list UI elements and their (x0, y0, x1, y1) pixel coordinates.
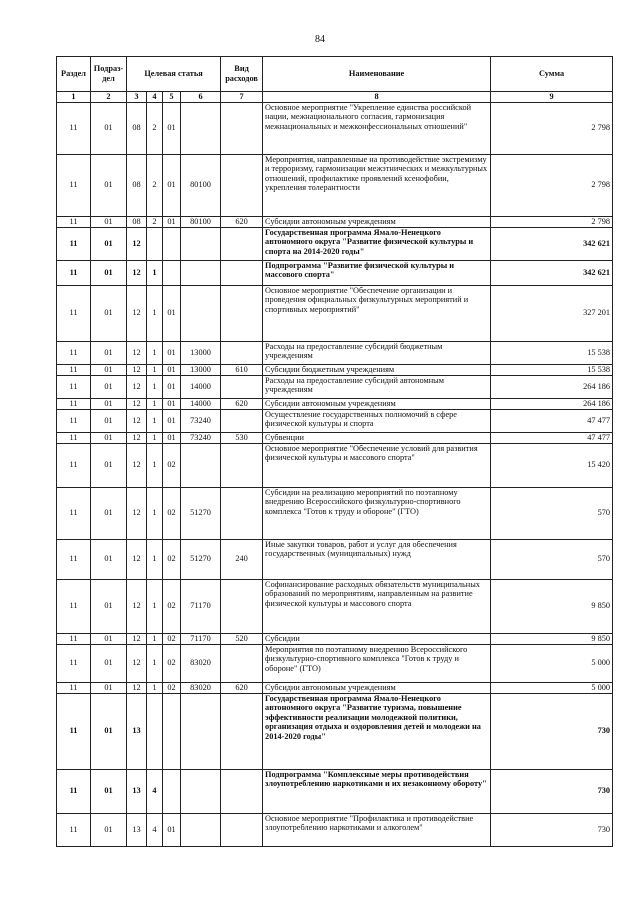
table-row (57, 682, 613, 693)
cell-vid-rashodov (221, 769, 263, 813)
cell-cs-program: 12 (127, 539, 147, 579)
cell-razdel: 11 (57, 813, 91, 846)
table-row (57, 216, 613, 227)
cell-cs-direction: 51270 (181, 487, 221, 539)
table-row (57, 769, 613, 813)
cell-razdel: 11 (57, 487, 91, 539)
cell-razdel: 11 (57, 579, 91, 633)
cell-summa: 5 000 (491, 682, 613, 693)
table-row (57, 409, 613, 432)
cell-podrazdel: 01 (91, 398, 127, 409)
cell-naimenovanie: Расходы на предоставление субсидий бюджетным учреждениям (263, 341, 491, 364)
cell-naimenovanie: Основное мероприятие "Профилактика и противодействие злоупотреблению наркотиками и алкоголем" (263, 813, 491, 846)
table-row (57, 398, 613, 409)
cell-podrazdel: 01 (91, 364, 127, 375)
cell-cs-direction: 14000 (181, 375, 221, 398)
cell-cs-event: 01 (163, 364, 181, 375)
table-row (57, 693, 613, 769)
cell-summa: 730 (491, 769, 613, 813)
col-num: 1 (57, 92, 91, 103)
cell-summa: 15 538 (491, 364, 613, 375)
cell-cs-program: 12 (127, 644, 147, 682)
cell-vid-rashodov: 620 (221, 216, 263, 227)
cell-cs-event: 02 (163, 579, 181, 633)
cell-cs-subprogram: 1 (147, 260, 163, 285)
cell-cs-event: 01 (163, 216, 181, 227)
cell-cs-event: 02 (163, 443, 181, 487)
cell-podrazdel: 01 (91, 813, 127, 846)
cell-cs-subprogram: 2 (147, 102, 163, 154)
cell-razdel: 11 (57, 285, 91, 341)
cell-razdel: 11 (57, 539, 91, 579)
cell-summa: 2 798 (491, 154, 613, 216)
cell-summa: 730 (491, 693, 613, 769)
table-row (57, 364, 613, 375)
table-row (57, 375, 613, 398)
cell-cs-event (163, 769, 181, 813)
cell-cs-subprogram: 1 (147, 633, 163, 644)
cell-podrazdel: 01 (91, 644, 127, 682)
table-row (57, 432, 613, 443)
cell-cs-direction (181, 285, 221, 341)
cell-cs-program: 12 (127, 579, 147, 633)
cell-podrazdel: 01 (91, 769, 127, 813)
cell-razdel: 11 (57, 341, 91, 364)
cell-vid-rashodov (221, 227, 263, 260)
cell-cs-event: 01 (163, 341, 181, 364)
cell-cs-direction: 71170 (181, 633, 221, 644)
cell-vid-rashodov (221, 341, 263, 364)
cell-cs-direction: 73240 (181, 409, 221, 432)
cell-cs-event: 01 (163, 375, 181, 398)
cell-vid-rashodov (221, 443, 263, 487)
cell-cs-program: 08 (127, 154, 147, 216)
cell-cs-subprogram: 1 (147, 364, 163, 375)
cell-cs-program: 12 (127, 227, 147, 260)
cell-cs-direction: 83020 (181, 644, 221, 682)
cell-cs-direction: 13000 (181, 341, 221, 364)
cell-summa: 9 850 (491, 579, 613, 633)
cell-cs-direction (181, 693, 221, 769)
cell-cs-subprogram: 1 (147, 644, 163, 682)
cell-cs-program: 08 (127, 216, 147, 227)
cell-podrazdel: 01 (91, 579, 127, 633)
cell-vid-rashodov (221, 375, 263, 398)
col-num: 6 (181, 92, 221, 103)
cell-cs-event: 01 (163, 432, 181, 443)
cell-summa: 570 (491, 539, 613, 579)
cell-cs-program: 12 (127, 487, 147, 539)
cell-naimenovanie: Субсидии бюджетным учреждениям (263, 364, 491, 375)
cell-naimenovanie: Софинансирование расходных обязательств муниципальных образований по мероприятиям, направленным на развитие физической культуры и массового спорта (263, 579, 491, 633)
cell-summa: 730 (491, 813, 613, 846)
cell-podrazdel: 01 (91, 682, 127, 693)
header-naimenovanie: Наименование (263, 57, 491, 92)
cell-summa: 264 186 (491, 398, 613, 409)
cell-razdel: 11 (57, 216, 91, 227)
col-num: 7 (221, 92, 263, 103)
cell-cs-program: 12 (127, 409, 147, 432)
cell-vid-rashodov (221, 102, 263, 154)
cell-cs-subprogram: 1 (147, 432, 163, 443)
cell-cs-subprogram: 4 (147, 769, 163, 813)
cell-podrazdel: 01 (91, 260, 127, 285)
cell-razdel: 11 (57, 769, 91, 813)
cell-cs-program: 13 (127, 769, 147, 813)
cell-cs-direction: 80100 (181, 154, 221, 216)
header-row (57, 57, 613, 92)
table-row (57, 341, 613, 364)
col-num: 5 (163, 92, 181, 103)
cell-cs-program: 12 (127, 375, 147, 398)
cell-naimenovanie: Осуществление государственных полномочий в сфере физической культуры и спорта (263, 409, 491, 432)
cell-razdel: 11 (57, 260, 91, 285)
cell-vid-rashodov (221, 285, 263, 341)
cell-naimenovanie: Основное мероприятие "Обеспечение условий для развития физической культуры и массового спорта" (263, 443, 491, 487)
cell-naimenovanie: Государственная программа Ямало-Ненецкого автономного округа "Развитие туризма, повышение эффективности реализации молодежной политики, организация отдыха и оздоровления детей и молодежи на 2014-2020 годы" (263, 693, 491, 769)
cell-naimenovanie: Субсидии на реализацию мероприятий по поэтапному внедрению Всероссийского физкультурно-спортивного комплекса "Готов к труду и обороне" (ГТО) (263, 487, 491, 539)
cell-vid-rashodov (221, 813, 263, 846)
cell-cs-event: 01 (163, 409, 181, 432)
cell-naimenovanie: Основное мероприятие "Обеспечение организации и проведения официальных физкультурных мероприятий и спортивных мероприятий" (263, 285, 491, 341)
budget-table (56, 56, 613, 847)
cell-cs-subprogram: 1 (147, 539, 163, 579)
table-row (57, 539, 613, 579)
cell-cs-event (163, 227, 181, 260)
cell-cs-subprogram: 1 (147, 579, 163, 633)
header-vid-rashodov: Вид расходов (221, 57, 263, 92)
cell-summa: 9 850 (491, 633, 613, 644)
cell-naimenovanie: Иные закупки товаров, работ и услуг для обеспечения государственных (муниципальных) нужд (263, 539, 491, 579)
page-number: 84 (315, 34, 325, 45)
cell-vid-rashodov (221, 409, 263, 432)
cell-podrazdel: 01 (91, 216, 127, 227)
cell-cs-subprogram: 2 (147, 216, 163, 227)
table-row (57, 285, 613, 341)
cell-vid-rashodov (221, 154, 263, 216)
cell-podrazdel: 01 (91, 693, 127, 769)
col-num: 4 (147, 92, 163, 103)
cell-naimenovanie: Подпрограмма "Комплексные меры противодействия злоупотреблению наркотиками и их незаконному обороту" (263, 769, 491, 813)
table-row (57, 443, 613, 487)
col-num: 3 (127, 92, 147, 103)
cell-naimenovanie: Подпрограмма "Развитие физической культуры и массового спорта" (263, 260, 491, 285)
cell-naimenovanie: Субсидии автономным учреждениям (263, 216, 491, 227)
cell-razdel: 11 (57, 443, 91, 487)
cell-razdel: 11 (57, 432, 91, 443)
cell-naimenovanie: Субсидии автономным учреждениям (263, 682, 491, 693)
cell-cs-program: 12 (127, 285, 147, 341)
cell-cs-subprogram: 1 (147, 375, 163, 398)
col-num: 2 (91, 92, 127, 103)
cell-cs-subprogram (147, 227, 163, 260)
cell-summa: 5 000 (491, 644, 613, 682)
cell-summa: 570 (491, 487, 613, 539)
cell-cs-subprogram: 4 (147, 813, 163, 846)
cell-cs-event: 02 (163, 682, 181, 693)
cell-vid-rashodov (221, 260, 263, 285)
cell-summa: 264 186 (491, 375, 613, 398)
table-row (57, 487, 613, 539)
cell-cs-event: 02 (163, 633, 181, 644)
cell-cs-program: 13 (127, 693, 147, 769)
cell-vid-rashodov: 610 (221, 364, 263, 375)
cell-cs-direction: 71170 (181, 579, 221, 633)
cell-cs-event: 02 (163, 487, 181, 539)
cell-naimenovanie: Мероприятия, направленные на противодействие экстремизму и терроризму, гармонизации межэтнических и межкультурных отношений, профилактике проявлений ксенофобии, укрепления толерантности (263, 154, 491, 216)
cell-cs-event: 02 (163, 644, 181, 682)
cell-summa: 2 798 (491, 216, 613, 227)
cell-cs-program: 12 (127, 341, 147, 364)
cell-cs-subprogram: 1 (147, 443, 163, 487)
cell-cs-direction: 13000 (181, 364, 221, 375)
cell-razdel: 11 (57, 227, 91, 260)
cell-vid-rashodov: 240 (221, 539, 263, 579)
cell-cs-program: 12 (127, 443, 147, 487)
cell-summa: 47 477 (491, 432, 613, 443)
cell-podrazdel: 01 (91, 432, 127, 443)
column-number-row (57, 92, 613, 103)
cell-summa: 327 201 (491, 285, 613, 341)
cell-cs-direction: 14000 (181, 398, 221, 409)
cell-cs-direction (181, 227, 221, 260)
cell-cs-subprogram: 1 (147, 682, 163, 693)
cell-cs-program: 08 (127, 102, 147, 154)
cell-naimenovanie: Расходы на предоставление субсидий автономным учреждениям (263, 375, 491, 398)
cell-cs-program: 12 (127, 364, 147, 375)
cell-razdel: 11 (57, 633, 91, 644)
cell-razdel: 11 (57, 364, 91, 375)
cell-cs-event: 01 (163, 398, 181, 409)
table-row (57, 102, 613, 154)
table-row (57, 154, 613, 216)
cell-razdel: 11 (57, 409, 91, 432)
cell-cs-subprogram: 1 (147, 341, 163, 364)
col-num: 8 (263, 92, 491, 103)
cell-summa: 47 477 (491, 409, 613, 432)
cell-cs-program: 12 (127, 432, 147, 443)
cell-cs-program: 12 (127, 398, 147, 409)
cell-cs-event: 02 (163, 539, 181, 579)
cell-cs-program: 12 (127, 682, 147, 693)
table-row (57, 633, 613, 644)
cell-podrazdel: 01 (91, 409, 127, 432)
cell-cs-direction (181, 260, 221, 285)
cell-cs-program: 13 (127, 813, 147, 846)
cell-cs-direction: 83020 (181, 682, 221, 693)
cell-summa: 342 621 (491, 260, 613, 285)
cell-vid-rashodov: 620 (221, 398, 263, 409)
cell-podrazdel: 01 (91, 539, 127, 579)
cell-cs-event: 01 (163, 813, 181, 846)
cell-cs-subprogram: 1 (147, 285, 163, 341)
table-row (57, 260, 613, 285)
cell-podrazdel: 01 (91, 633, 127, 644)
cell-cs-program: 12 (127, 633, 147, 644)
cell-cs-subprogram: 2 (147, 154, 163, 216)
cell-naimenovanie: Мероприятия по поэтапному внедрению Всероссийского физкультурно-спортивного комплекса "Готов к труду и обороне" (ГТО) (263, 644, 491, 682)
cell-podrazdel: 01 (91, 341, 127, 364)
cell-cs-event: 01 (163, 285, 181, 341)
cell-cs-direction: 80100 (181, 216, 221, 227)
cell-cs-direction: 73240 (181, 432, 221, 443)
cell-vid-rashodov: 520 (221, 633, 263, 644)
cell-cs-direction: 51270 (181, 539, 221, 579)
cell-cs-direction (181, 813, 221, 846)
cell-vid-rashodov (221, 487, 263, 539)
header-razdel: Раздел (57, 57, 91, 92)
cell-vid-rashodov: 530 (221, 432, 263, 443)
cell-podrazdel: 01 (91, 375, 127, 398)
cell-naimenovanie: Субвенции (263, 432, 491, 443)
cell-summa: 15 420 (491, 443, 613, 487)
cell-cs-event (163, 260, 181, 285)
cell-naimenovanie: Субсидии (263, 633, 491, 644)
cell-cs-direction (181, 769, 221, 813)
cell-podrazdel: 01 (91, 285, 127, 341)
col-num: 9 (491, 92, 613, 103)
cell-podrazdel: 01 (91, 154, 127, 216)
cell-summa: 342 621 (491, 227, 613, 260)
cell-razdel: 11 (57, 644, 91, 682)
header-podrazdel: Подраз-дел (91, 57, 127, 92)
cell-podrazdel: 01 (91, 443, 127, 487)
cell-podrazdel: 01 (91, 102, 127, 154)
cell-razdel: 11 (57, 154, 91, 216)
cell-cs-direction (181, 102, 221, 154)
cell-razdel: 11 (57, 682, 91, 693)
cell-podrazdel: 01 (91, 227, 127, 260)
cell-naimenovanie: Субсидии автономным учреждениям (263, 398, 491, 409)
cell-vid-rashodov (221, 693, 263, 769)
cell-podrazdel: 01 (91, 487, 127, 539)
cell-cs-program: 12 (127, 260, 147, 285)
cell-razdel: 11 (57, 375, 91, 398)
cell-cs-subprogram: 1 (147, 487, 163, 539)
cell-razdel: 11 (57, 102, 91, 154)
cell-cs-event: 01 (163, 154, 181, 216)
table-row (57, 813, 613, 846)
table-body (57, 102, 613, 846)
cell-cs-direction (181, 443, 221, 487)
cell-razdel: 11 (57, 398, 91, 409)
table-row (57, 227, 613, 260)
cell-naimenovanie: Государственная программа Ямало-Ненецкого автономного округа "Развитие физической культуры и спорта на 2014-2020 годы" (263, 227, 491, 260)
table-row (57, 579, 613, 633)
cell-cs-subprogram (147, 693, 163, 769)
cell-vid-rashodov (221, 579, 263, 633)
cell-cs-event: 01 (163, 102, 181, 154)
cell-vid-rashodov (221, 644, 263, 682)
header-summa: Сумма (491, 57, 613, 92)
cell-summa: 15 538 (491, 341, 613, 364)
cell-razdel: 11 (57, 693, 91, 769)
cell-vid-rashodov: 620 (221, 682, 263, 693)
cell-summa: 2 798 (491, 102, 613, 154)
header-celevaya-statya: Целевая статья (127, 57, 221, 92)
table-row (57, 644, 613, 682)
cell-cs-event (163, 693, 181, 769)
cell-naimenovanie: Основное мероприятие "Укрепление единства российской нации, межнационального согласия, гармонизация межнациональных и межконфессиональных отношений" (263, 102, 491, 154)
cell-cs-subprogram: 1 (147, 398, 163, 409)
cell-cs-subprogram: 1 (147, 409, 163, 432)
